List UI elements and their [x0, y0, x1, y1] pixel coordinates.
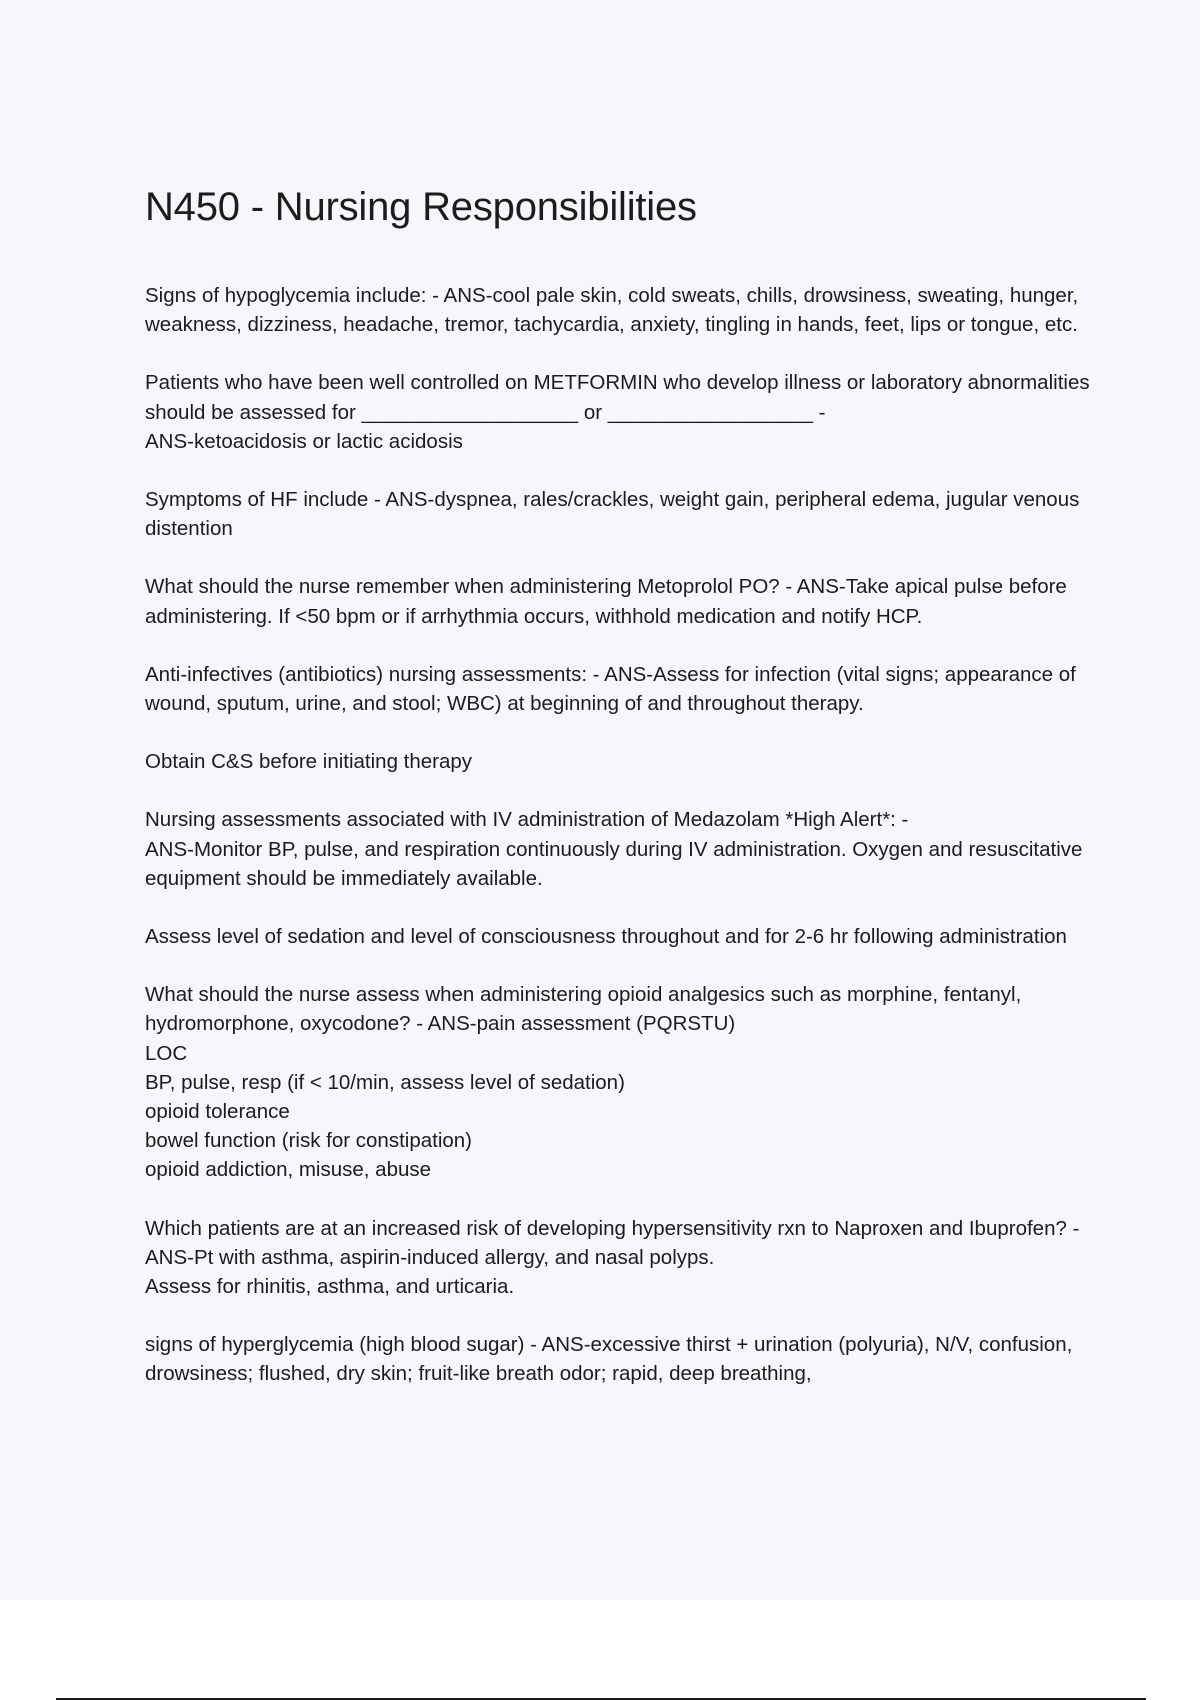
paragraph-culture-sensitivity: Obtain C&S before initiating therapy [145, 750, 473, 774]
paragraph-heart-failure: Symptoms of HF include - ANS-dyspnea, rales/crackles, weight gain, peripheral edema, jugular venous distention [145, 488, 1086, 541]
paragraph-metoprolol: What should the nurse remember when administering Metoprolol PO? - ANS-Take apical pulse before administering. If <50 bpm or if arrhythmia occurs, withhold medication and notify HCP. [145, 575, 1073, 628]
paragraph-hypoglycemia: Signs of hypoglycemia include: - ANS-cool pale skin, cold sweats, chills, drowsiness, sweating, hunger, weakness, dizziness, headache, tremor, tachycardia, anxiety, tingling in hands, feet, lips or tongue, etc. [145, 284, 1084, 337]
document-content [145, 183, 1095, 1418]
paragraph-metformin: Patients who have been well controlled on METFORMIN who develop illness or laboratory abnormalities should be assessed for ___________________ or __________________ - ANS-ketoacidosis or lactic acidosis [145, 371, 1090, 453]
paragraph-sedation: Assess level of sedation and level of consciousness throughout and for 2-6 hr following administration [145, 925, 1067, 949]
document-title: N450 - Nursing Responsibilities [145, 185, 697, 229]
paragraph-medazolam: Nursing assessments associated with IV administration of Medazolam *High Alert*: - ANS-Monitor BP, pulse, and respiration continuously during IV administration. Oxygen and resuscitative equipment should be immediately available. [145, 808, 1083, 890]
paragraph-opioids: What should the nurse assess when administering opioid analgesics such as morphine, fentanyl, hydromorphone, oxycodone? - ANS-pain assessment (PQRSTU) LOC BP, pulse, resp (if < 10/min, assess level of sedation) opioid tolerance bowel function (risk for constipation) opioid addiction, misuse, abuse [145, 983, 1022, 1182]
paragraph-anti-infectives: Anti-infectives (antibiotics) nursing assessments: - ANS-Assess for infection (vital signs; appearance of wound, sputum, urine, and stool; WBC) at beginning of and throughout therapy. [145, 662, 1082, 716]
paragraph-nsaid-hypersensitivity: Which patients are at an increased risk of developing hypersensitivity rxn to Naproxen and Ibuprofen? - ANS-Pt with asthma, aspirin-induced allergy, and nasal polyps. Assess for rhinitis, asthma, and urticaria. [145, 1216, 1080, 1299]
paragraph-hyperglycemia: signs of hyperglycemia (high blood sugar) - ANS-excessive thirst + urination (polyuria), N/V, confusion, drowsiness; flushed, dry skin; fruit-like breath odor; rapid, deep breathing, [145, 1333, 1079, 1386]
